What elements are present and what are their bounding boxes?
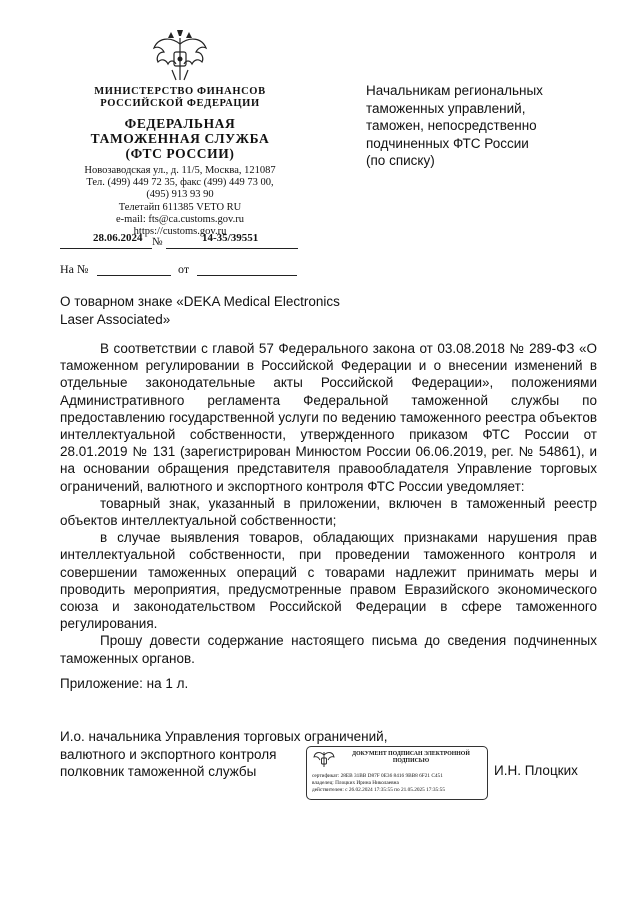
body-paragraph: товарный знак, указанный в приложении, включен в таможенный реестр объектов интеллектуальной собственности; xyxy=(60,495,597,529)
teletype-line: Телетайп 611385 VETO RU xyxy=(118,201,242,213)
ministry-line: РОССИЙСКОЙ ФЕДЕРАЦИИ xyxy=(100,98,260,109)
addressee-block xyxy=(366,82,586,170)
signer-line: валютного и экспортного контроля xyxy=(60,746,277,762)
signer-name: И.Н. Плоцких xyxy=(494,763,578,778)
reference-number-underline xyxy=(97,275,171,276)
phone-line: Тел. (499) 449 72 35, факс (499) 449 73 00, xyxy=(86,177,274,189)
ministry-line: МИНИСТЕРСТВО ФИНАНСОВ xyxy=(94,86,266,97)
attachment-note: Приложение: на 1 л. xyxy=(60,676,189,691)
letter-subject: О товарном знаке «DEKA Medical Electronics Laser Associated» xyxy=(60,294,340,327)
address-line: Новозаводская ул., д. 11/5, Москва, 121087 xyxy=(84,165,276,176)
date-underline xyxy=(60,248,152,249)
registration-date: 28.06.2024 xyxy=(93,232,143,244)
organization-header xyxy=(55,86,305,161)
signer-line: полковник таможенной службы xyxy=(60,764,257,779)
electronic-signature-stamp xyxy=(306,746,488,800)
stamp-title-line: ДОКУМЕНТ ПОДПИСАН ЭЛЕКТРОННОЙ xyxy=(352,751,470,757)
ministry-name xyxy=(55,86,305,110)
addressee-line: таможенных управлений, xyxy=(366,100,526,116)
service-name xyxy=(55,116,305,161)
body-paragraph: в случае выявления товаров, обладающих признаками нарушения прав интеллектуальной собственности, при проведении таможенного контроля и совершении таможенных операций с товарами надлежит принимать меры и проводить мероприятия, предусмотренные правом Евразийского экономического союза и законодательством Российской Федерации в сфере таможенного регулирования. xyxy=(60,530,597,632)
stamp-details xyxy=(312,773,488,795)
registration-number: 14-35/39551 xyxy=(202,232,259,244)
website-line: https://customs.gov.ru xyxy=(133,226,227,238)
stamp-crest-icon xyxy=(313,750,335,768)
service-line: ФЕДЕРАЛЬНАЯ xyxy=(124,116,236,131)
body-paragraph: Прошу довести содержание настоящего письма до сведения подчиненных таможенных органов. xyxy=(60,633,597,666)
addressee-line: Начальникам региональных xyxy=(366,83,543,98)
service-line: (ФТС РОССИИ) xyxy=(125,146,235,161)
reference-number-label: На № xyxy=(60,262,89,276)
stamp-certificate: сертификат: 28ЕВ 31ВВ D87F 0Е36 8416 9BB8 6F21 C451 xyxy=(312,773,443,779)
email-line: e-mail: fts@ca.customs.gov.ru xyxy=(116,213,244,225)
stamp-title xyxy=(337,751,485,765)
phone-line: (495) 913 93 90 xyxy=(146,189,214,201)
number-sign: № xyxy=(152,236,163,248)
coat-of-arms-icon xyxy=(150,30,210,85)
stamp-validity: действителен: с 26.02.2024 17:35:55 по 21.05.2025 17:35:55 xyxy=(312,787,445,794)
addressee-line: подчиненных ФТС России xyxy=(366,135,529,151)
letter-body xyxy=(60,340,597,667)
addressee-line: (по списку) xyxy=(366,153,435,168)
reference-date-underline xyxy=(197,275,297,276)
number-underline xyxy=(166,248,298,249)
service-line: ТАМОЖЕННАЯ СЛУЖБА xyxy=(90,131,270,146)
stamp-owner: владелец: Плоцких Ирина Николаевна xyxy=(312,780,399,787)
addressee-line: таможен, непосредственно xyxy=(366,118,537,133)
contact-block xyxy=(55,165,305,238)
stamp-title-line: ПОДПИСЬЮ xyxy=(392,758,430,764)
body-paragraph: В соответствии с главой 57 Федерального закона от 03.08.2018 № 289-ФЗ «О таможенном регулировании в Российской Федерации и о внесении изменений в отдельные законодательные акты Российской Федерации», положениями Административного регламента Федеральной таможенной службы по предоставлению государственной услуги по ведению таможенного реестра объектов интеллектуальной собственности, утвержденного приказом ФТС России от 28.01.2019 № 131 (зарегистрирован Минюстом России 06.06.2019, рег. № 54861), и на основании обращения представителя правообладателя Управление торговых ограничений, валютного и экспортного контроля ФТС России уведомляет: xyxy=(60,341,597,494)
reference-date-label: от xyxy=(178,262,190,276)
signer-line: И.о. начальника Управления торговых ограничений, xyxy=(60,729,388,744)
